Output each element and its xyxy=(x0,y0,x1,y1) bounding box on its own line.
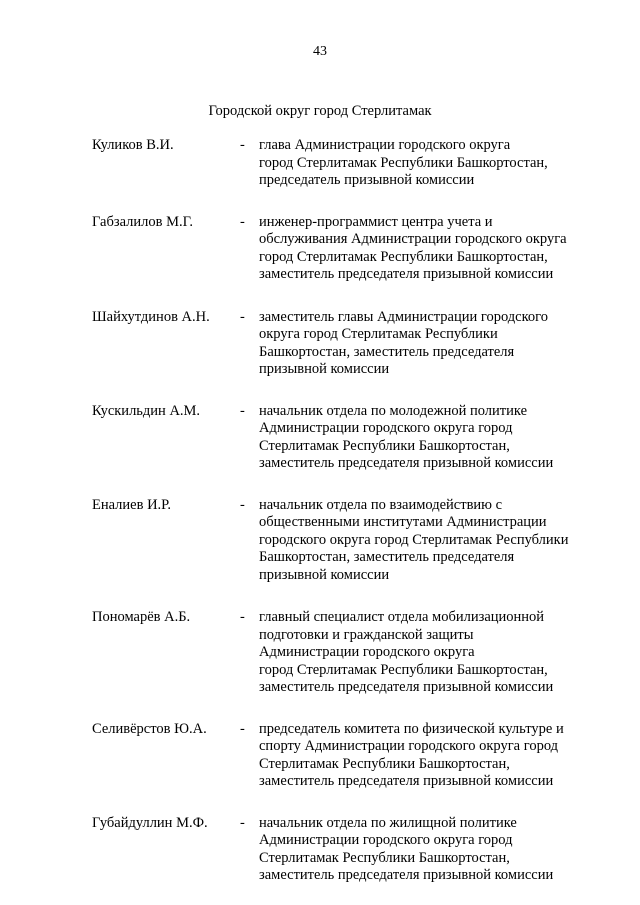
member-role-line: округа город Стерлитамак Республики xyxy=(259,326,498,342)
member-role-line: общественными институтами Администрации xyxy=(259,514,547,530)
member-role-line: Стерлитамак Республики Башкортостан, xyxy=(259,849,510,866)
member-name: Губайдуллин М.Ф. xyxy=(92,814,208,831)
member-role-line: начальник отдела по взаимодействию с xyxy=(259,496,503,513)
member-dash: - xyxy=(240,814,245,831)
member-role xyxy=(259,815,612,885)
member-role-line: обслуживания Администрации городского округа xyxy=(259,231,567,247)
section-heading: Городской округ город Стерлитамак xyxy=(208,103,432,119)
member-entry xyxy=(92,609,612,697)
member-role xyxy=(259,721,612,791)
member-entry xyxy=(92,309,612,379)
member-dash: - xyxy=(240,720,245,737)
member-dash: - xyxy=(240,402,245,419)
member-name: Куликов В.И. xyxy=(92,137,174,153)
member-name: Шайхутдинов А.Н. xyxy=(92,308,210,325)
member-role xyxy=(259,137,612,190)
member-entry xyxy=(92,403,612,473)
member-name: Пономарёв А.Б. xyxy=(92,609,191,625)
member-name: Кускильдин А.М. xyxy=(92,402,201,419)
member-role xyxy=(259,214,612,284)
member-name: Еналиев И.Р. xyxy=(92,496,172,513)
member-role xyxy=(259,309,612,379)
member-role-line: Башкортостан, заместитель председателя xyxy=(259,549,515,565)
member-role xyxy=(259,609,612,697)
member-role-line: город Стерлитамак Республики Башкортостан, xyxy=(259,248,548,265)
member-role-line: заместитель председателя призывной комиссии xyxy=(259,455,554,471)
member-role-line: инженер-программист центра учета и xyxy=(259,213,493,230)
member-role-line: Стерлитамак Республики Башкортостан, xyxy=(259,437,510,454)
member-entry xyxy=(92,721,612,791)
member-entry xyxy=(92,497,612,585)
member-entry xyxy=(92,214,612,284)
member-role-line: Администрации городского округа город xyxy=(259,832,513,848)
member-role-line: заместитель главы Администрации городского xyxy=(259,308,548,325)
member-role-line: призывной комиссии xyxy=(259,361,390,377)
member-name: Габзалилов М.Г. xyxy=(92,213,193,230)
member-role-line: глава Администрации городского округа xyxy=(259,137,511,153)
member-role-line: Администрации городского округа город xyxy=(259,420,513,436)
member-role-line: Администрации городского округа xyxy=(259,644,475,660)
member-list xyxy=(92,137,612,885)
member-role-line: заместитель председателя призывной комиссии xyxy=(259,867,554,883)
member-dash: - xyxy=(240,609,245,625)
member-role-line: подготовки и гражданской защиты xyxy=(259,626,474,643)
member-role-line: Башкортостан, заместитель председателя xyxy=(259,343,515,360)
member-role-line: главный специалист отдела мобилизационной xyxy=(259,609,545,625)
member-role-line: Стерлитамак Республики Башкортостан, xyxy=(259,755,510,772)
member-role-line: городского округа город Стерлитамак Республики xyxy=(259,531,569,548)
member-role-line: председатель призывной комиссии xyxy=(259,172,475,188)
member-role-line: спорту Администрации городского округа город xyxy=(259,738,559,754)
member-role-line: заместитель председателя призывной комиссии xyxy=(259,679,554,695)
member-role-line: заместитель председателя призывной комиссии xyxy=(259,266,554,282)
member-dash: - xyxy=(240,308,245,325)
member-role-line: город Стерлитамак Республики Башкортостан, xyxy=(259,154,548,171)
member-role-line: начальник отдела по жилищной политике xyxy=(259,814,517,831)
member-entry xyxy=(92,815,612,885)
page-number: 43 xyxy=(313,44,327,59)
member-role-line: призывной комиссии xyxy=(259,566,390,583)
member-name: Селивёрстов Ю.А. xyxy=(92,720,207,737)
member-dash: - xyxy=(240,496,245,513)
member-role-line: председатель комитета по физической культуре и xyxy=(259,720,564,737)
member-role xyxy=(259,403,612,473)
member-role xyxy=(259,497,612,585)
member-role-line: город Стерлитамак Республики Башкортостан, xyxy=(259,661,548,678)
member-entry xyxy=(92,137,612,190)
member-dash: - xyxy=(240,137,245,153)
member-role-line: начальник отдела по молодежной политике xyxy=(259,402,528,419)
member-role-line: заместитель председателя призывной комиссии xyxy=(259,773,554,789)
member-dash: - xyxy=(240,213,245,230)
